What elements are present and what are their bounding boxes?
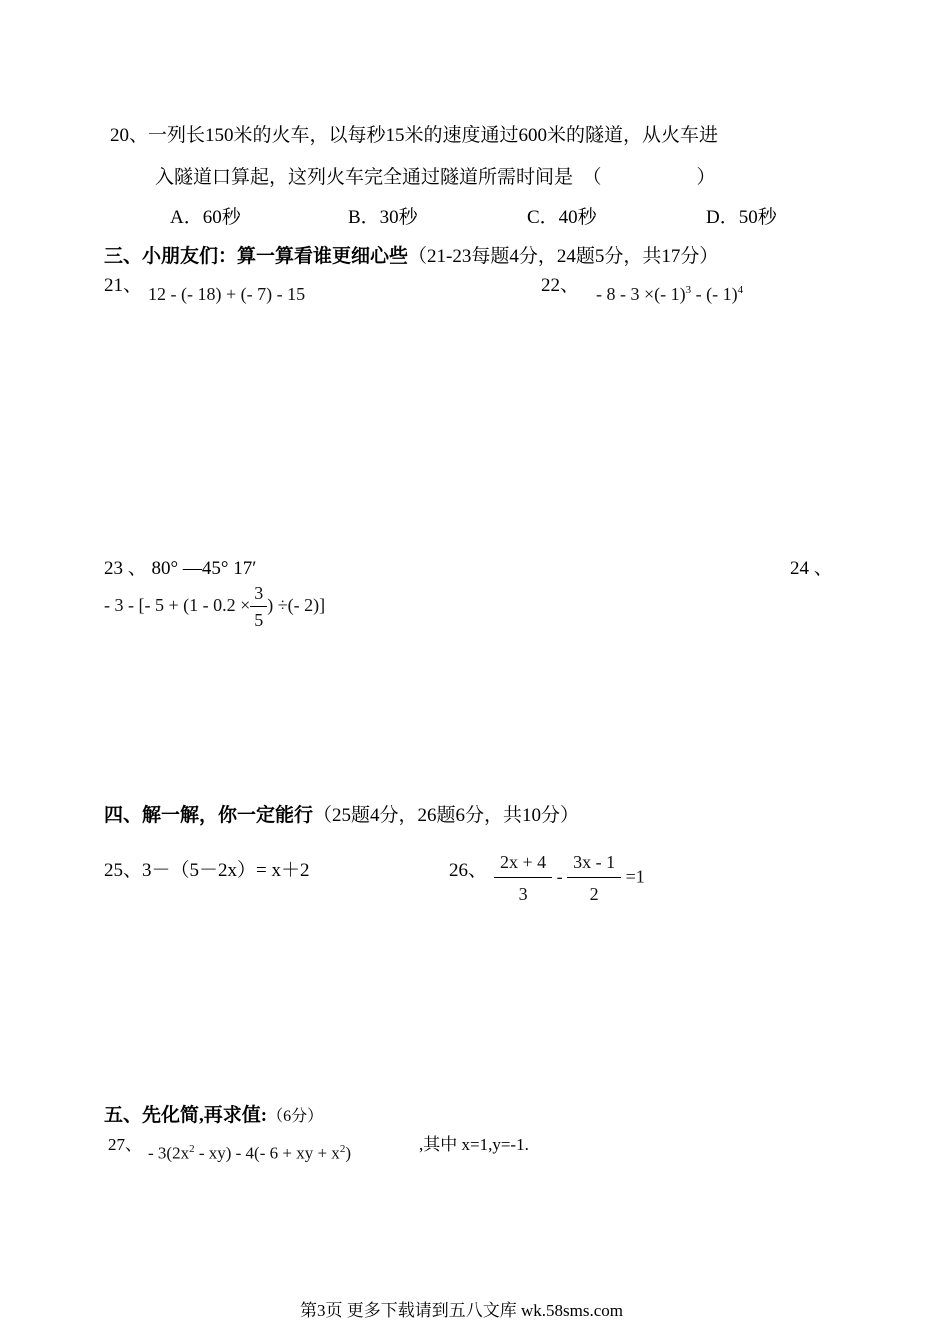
- q26-fraction1: [494, 852, 552, 904]
- q24-expression: [104, 583, 325, 630]
- q22-expr-part1: - 8 - 3 ×(- 1): [596, 284, 686, 304]
- q23-label: 23 、 80° —45° 17′: [104, 558, 257, 579]
- section5-note: （6分）: [267, 1108, 324, 1125]
- section4-note: （25题4分，26题6分，共10分）: [313, 805, 580, 826]
- section3-note: （21-23每题4分，24题5分，共17分）: [408, 246, 719, 267]
- q27-exponent2: 2: [339, 1143, 346, 1155]
- q27-exponent1: 2: [189, 1143, 195, 1155]
- q20-option-a: A．60秒: [170, 207, 241, 228]
- q26-equals: =1: [625, 866, 645, 887]
- section4-title: [104, 800, 579, 827]
- section4-heading: 四、解一解，你一定能行: [104, 805, 314, 826]
- q24-expr-part2: ) ÷(- 2)]: [267, 594, 326, 615]
- q27-expr-part2: - xy) - 4(- 6 + xy + x: [194, 1143, 340, 1163]
- q24-expr-part1: - 3 - [- 5 + (1 - 0.2 ×: [104, 594, 251, 615]
- q21-label: 21、: [104, 275, 143, 296]
- q20-line1: 20、一列长150米的火车，以每秒15米的速度通过600米的隧道，从火车进: [110, 125, 719, 146]
- q26-numerator2: 3x - 1: [567, 852, 621, 878]
- q27-expr-part1: - 3(2x: [148, 1143, 190, 1163]
- q22-label: 22、: [541, 275, 580, 296]
- q24-label: 24 、: [790, 558, 833, 579]
- section3-title: [104, 241, 718, 268]
- q26-label: 26、: [449, 860, 488, 881]
- q20-option-b: B．30秒: [348, 207, 418, 228]
- q26-denominator2: 2: [589, 883, 599, 904]
- q25-equation: 25、3－（5－2x）= x＋2: [104, 860, 310, 881]
- q20-option-d: D．50秒: [706, 207, 777, 228]
- section5-title: [104, 1100, 323, 1127]
- q22-exponent1: 3: [685, 284, 692, 296]
- q22-expr-part2: - (- 1): [691, 284, 738, 304]
- q24-denominator: 5: [254, 609, 264, 630]
- q21-expression: 12 - (- 18) + (- 7) - 15: [148, 284, 306, 304]
- q26-fraction2: [567, 852, 621, 904]
- section3-heading: 三、小朋友们：算一算看谁更细心些: [104, 246, 409, 267]
- q27-expr-part3: ): [345, 1143, 351, 1163]
- q26-numerator1: 2x + 4: [494, 852, 552, 878]
- q27-label: 27、: [108, 1135, 142, 1154]
- q22-exponent2: 4: [737, 284, 744, 296]
- section5-heading: 五、先化简,再求值:: [104, 1105, 268, 1126]
- page-footer: 第3页 更多下载请到五八文库 wk.58sms.com: [300, 1301, 623, 1320]
- q27-expression: [148, 1143, 351, 1164]
- q22-expression: [596, 284, 743, 305]
- q26-denominator1: 3: [518, 883, 528, 904]
- q24-fraction: [250, 583, 267, 630]
- q20-option-c: C．40秒: [527, 207, 597, 228]
- q26-minus: -: [556, 866, 563, 887]
- q24-numerator: 3: [250, 583, 267, 607]
- q20-line2: 入隧道口算起，这列火车完全通过隧道所需时间是 （ ）: [155, 167, 716, 188]
- q27-condition: ,其中 x=1,y=-1.: [419, 1135, 529, 1154]
- q26-equation: [494, 852, 645, 904]
